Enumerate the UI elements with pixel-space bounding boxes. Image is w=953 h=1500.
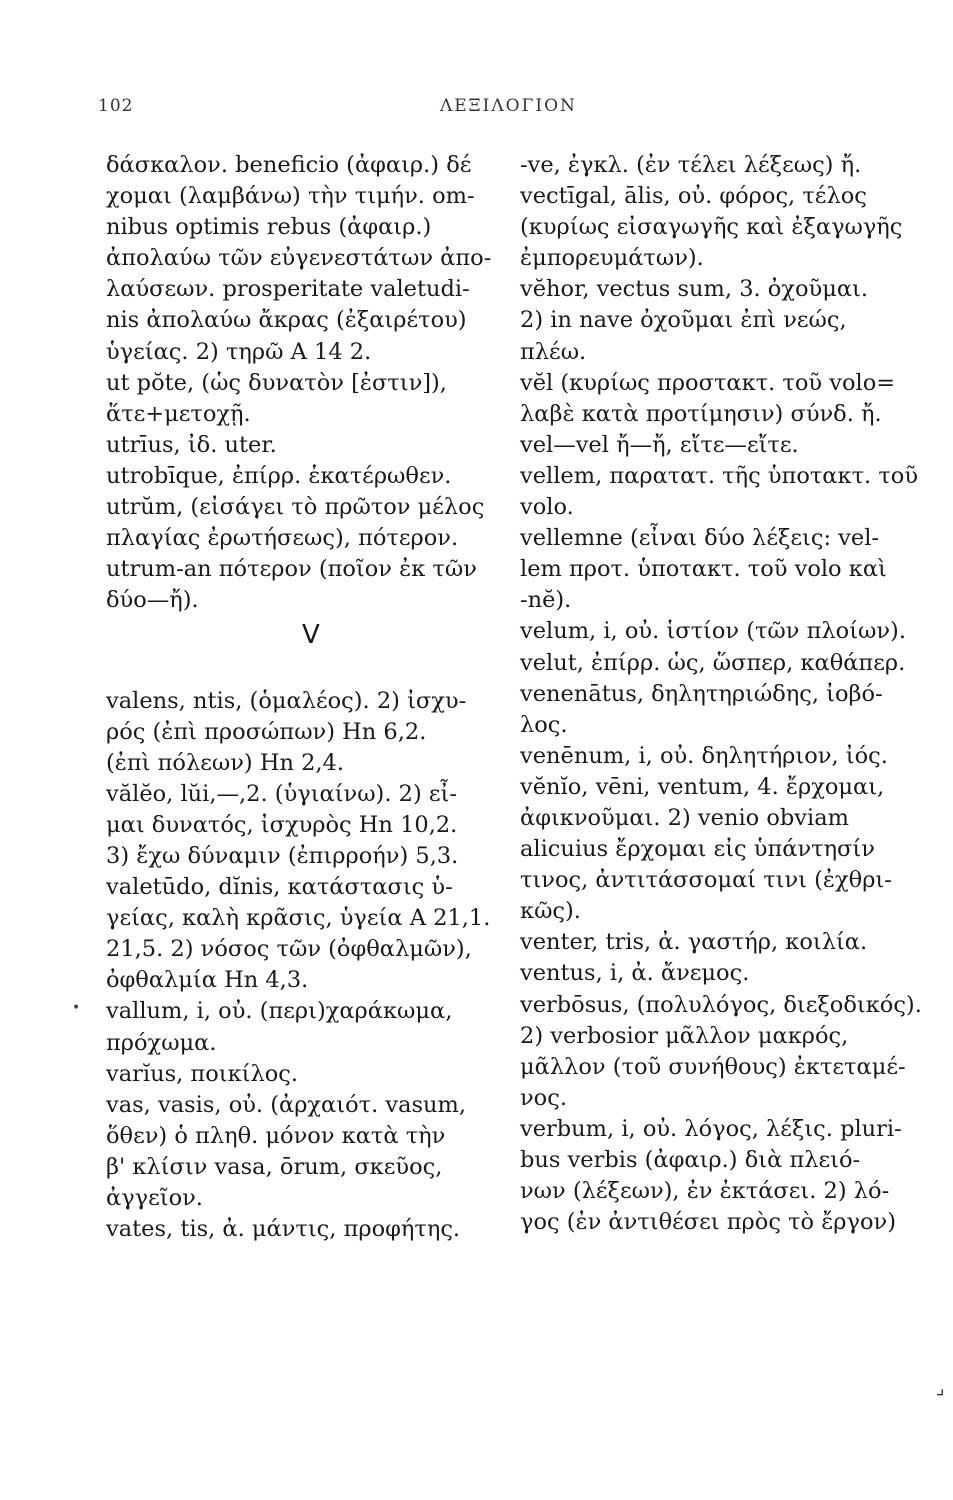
right-column bbox=[520, 150, 935, 1238]
left-line: γείας, καλὴ κρᾶσις, ὑγεία Α 21,1. bbox=[106, 905, 491, 932]
left-line: β' κλίσιν vasa, ōrum, σκεῦος, bbox=[106, 1153, 443, 1180]
left-line: valens, ntis, (ὁμαλέος). 2) ἰσχυ- bbox=[106, 687, 467, 714]
left-line: nibus optimis rebus (ἀφαιρ.) bbox=[106, 214, 432, 241]
right-line: venter, tris, ἀ. γαστήρ, κοιλία. bbox=[520, 929, 868, 956]
right-line: verbōsus, (πολυλόγος, διεξοδικός). bbox=[520, 991, 922, 1018]
left-line: nis ἀπολαύω ἄκρας (ἐξαιρέτου) bbox=[106, 307, 467, 334]
right-line: velum, i, οὐ. ἱστίον (τῶν πλοίων). bbox=[520, 618, 906, 645]
left-line: vălĕo, lŭi,—,2. (ὑγιαίνω). 2) εἶ- bbox=[106, 780, 457, 807]
right-line: (κυρίως εἰσαγωγῆς καὶ ἐξαγωγῆς bbox=[520, 214, 903, 241]
right-line: bus verbis (ἀφαιρ.) διὰ πλειό- bbox=[520, 1147, 861, 1173]
right-line: τινος, ἀντιτάσσομαί τινι (ἐχθρι- bbox=[520, 867, 892, 894]
right-line: νος. bbox=[520, 1084, 567, 1111]
right-line: vĕhor, vectus sum, 3. ὀχοῦμαι. bbox=[520, 276, 869, 303]
right-line: ἀφικνοῦμαι. 2) venio obviam bbox=[520, 804, 849, 831]
right-line: λος. bbox=[520, 711, 568, 738]
left-line: ὑγείας. 2) τηρῶ Α 14 2. bbox=[106, 338, 372, 365]
page-number: 102 bbox=[98, 96, 134, 116]
right-line: ἐμπορευμάτων). bbox=[520, 245, 704, 272]
left-line: ἅτε+μετοχῇ. bbox=[106, 400, 251, 427]
left-line: 3) ἔχω δύναμιν (ἐπιρροήν) 5,3. bbox=[106, 842, 459, 869]
margin-corner-mark: ⌟ bbox=[936, 1378, 945, 1399]
right-line: κῶς). bbox=[520, 898, 581, 925]
left-line: δύο—ἤ). bbox=[106, 587, 199, 614]
left-line: ὅθεν) ὁ πληθ. μόνον κατὰ τὴν bbox=[106, 1122, 446, 1149]
left-line: vas, vasis, οὐ. (ἀρχαιότ. vasum, bbox=[106, 1091, 467, 1118]
right-line: -ve, ἐγκλ. (ἐν τέλει λέξεως) ἤ. bbox=[520, 152, 862, 178]
left-line: ἀγγεῖον. bbox=[106, 1185, 203, 1211]
left-line: vates, tis, ἀ. μάντις, προφήτης. bbox=[106, 1216, 461, 1243]
margin-dot-mark: • bbox=[72, 1000, 81, 1016]
left-line: utrīus, ἰδ. uter. bbox=[106, 431, 277, 458]
left-line: (ἐπὶ πόλεων) Hn 2,4. bbox=[106, 749, 345, 776]
right-line: λαβὲ κατὰ προτίμησιν) σύνδ. ἤ. bbox=[520, 400, 882, 427]
right-line: venenātus, δηλητηριώδης, ἰοβό- bbox=[520, 680, 883, 707]
right-line: velut, ἐπίρρ. ὡς, ὥσπερ, καθάπερ. bbox=[520, 649, 906, 676]
right-line: vel—vel ἤ—ἤ, εἴτε—εἴτε. bbox=[520, 431, 799, 458]
left-line: ἀπολαύω τῶν εὐγενεστάτων ἀπο- bbox=[106, 245, 492, 272]
left-line: utrum-an πότερον (ποῖον ἐκ τῶν bbox=[106, 556, 477, 583]
left-line: πλαγίας ἐρωτήσεως), πότερον. bbox=[106, 525, 459, 552]
left-line: πρόχωμα. bbox=[106, 1029, 217, 1056]
left-column bbox=[106, 150, 516, 1245]
right-line: volo. bbox=[520, 494, 574, 521]
left-line: ρός (ἐπὶ προσώπων) Hn 6,2. bbox=[106, 718, 427, 745]
right-line: lem προτ. ὑποτακτ. τοῦ volo καὶ bbox=[520, 556, 887, 583]
right-line: μᾶλλον (τοῦ συνήθους) ἐκτεταμέ- bbox=[520, 1053, 906, 1080]
running-head: ΛΕΞΙΛΟΓΙΟΝ bbox=[440, 96, 577, 116]
left-line: utrŭm, (εἰσάγει τὸ πρῶτον μέλος bbox=[106, 494, 485, 521]
right-line: -nĕ). bbox=[520, 587, 572, 614]
right-line: 2) verbosior μᾶλλον μακρός, bbox=[520, 1022, 849, 1049]
left-line: vallum, i, οὐ. (περι)χαράκωμα, bbox=[106, 998, 453, 1025]
left-line: χομαι (λαμβάνω) τὴν τιμήν. om- bbox=[106, 183, 475, 210]
left-line: ὀφθαλμία Hn 4,3. bbox=[106, 967, 309, 994]
right-line: 2) in nave ὀχοῦμαι ἐπὶ νεώς, bbox=[520, 307, 847, 334]
section-letter-heading: V bbox=[302, 620, 320, 651]
right-line: γος (ἐν ἀντιθέσει πρὸς τὸ ἔργον) bbox=[520, 1209, 896, 1236]
right-line: alicuius ἔρχομαι εἰς ὑπάντησίν bbox=[520, 836, 875, 863]
left-line: valetūdo, dĭnis, κατάστασις ὑ- bbox=[106, 874, 453, 901]
right-line: vellemne (εἶναι δύο λέξεις: vel- bbox=[520, 525, 880, 552]
section-spacer bbox=[106, 654, 516, 685]
left-line: 21,5. 2) νόσος τῶν (ὀφθαλμῶν), bbox=[106, 936, 472, 963]
left-line: δάσκαλον. beneficio (ἀφαιρ.) δέ bbox=[106, 152, 472, 178]
left-line: varĭus, ποικίλος. bbox=[106, 1060, 299, 1087]
right-line: venēnum, i, οὐ. δηλητήριον, ἰός. bbox=[520, 742, 888, 769]
right-line: vellem, παρατατ. τῆς ὑποτακτ. τοῦ bbox=[520, 462, 918, 489]
right-line: vectīgal, ālis, οὐ. φόρος, τέλος bbox=[520, 183, 867, 210]
left-line: λαύσεων. prosperitate valetudi- bbox=[106, 276, 470, 303]
right-line: πλέω. bbox=[520, 338, 587, 365]
right-line: ventus, i, ἀ. ἄνεμος. bbox=[520, 960, 750, 987]
left-line: utrobīque, ἐπίρρ. ἑκατέρωθεν. bbox=[106, 462, 452, 489]
right-line: vĕl (κυρίως προστακτ. τοῦ volo= bbox=[520, 369, 896, 396]
right-line: verbum, i, οὐ. λόγος, λέξις. pluri- bbox=[520, 1115, 902, 1142]
right-line: vĕnĭo, vēni, ventum, 4. ἔρχομαι, bbox=[520, 773, 885, 800]
left-line: μαι δυνατός, ἰσχυρὸς Hn 10,2. bbox=[106, 811, 458, 838]
left-line: ut pŏte, (ὡς δυνατὸν [ἐστιν]), bbox=[106, 369, 447, 396]
right-line: νων (λέξεων), ἐν ἐκτάσει. 2) λό- bbox=[520, 1178, 890, 1205]
